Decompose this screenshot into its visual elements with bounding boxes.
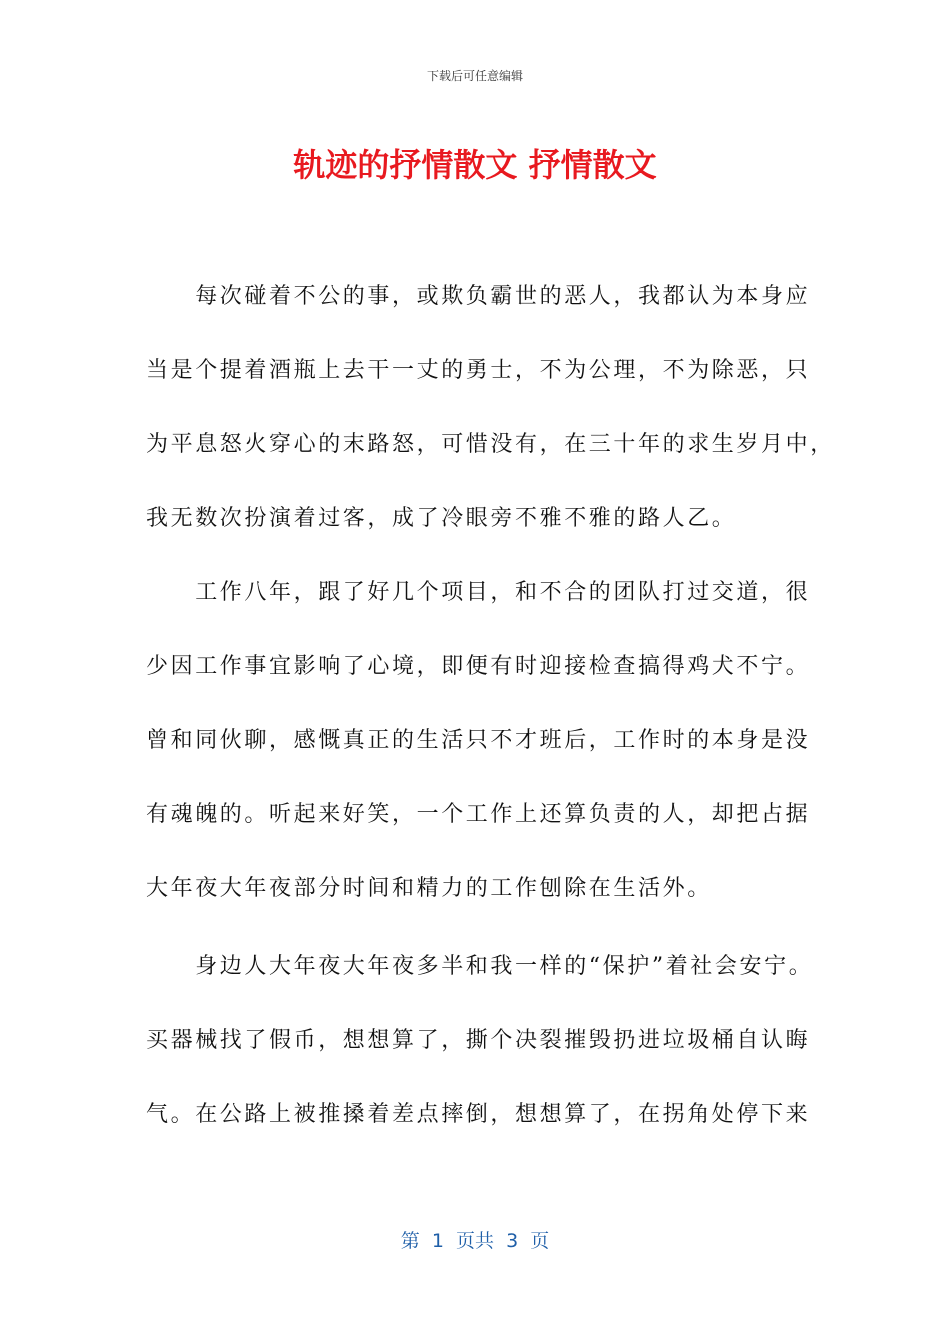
body-line: 气。在公路上被推搡着差点摔倒，想想算了，在拐角处停下来 bbox=[146, 1102, 811, 1127]
body-line: 当是个提着酒瓶上去干一丈的勇士，不为公理，不为除恶，只 bbox=[146, 358, 811, 383]
body-line: 每次碰着不公的事，或欺负霸世的恶人，我都认为本身应 bbox=[146, 284, 811, 309]
page-number-footer: 第 1 页共 3 页 bbox=[400, 1230, 550, 1252]
body-line: 工作八年，跟了好几个项目，和不合的团队打过交道，很 bbox=[146, 580, 811, 605]
document-title: 轨迹的抒情散文 抒情散文 bbox=[293, 146, 657, 184]
body-line: 有魂魄的。听起来好笑，一个工作上还算负责的人，却把占据 bbox=[146, 802, 811, 827]
body-line: 身边人大年夜大年夜多半和我一样的“保护”着社会安宁。 bbox=[146, 954, 814, 979]
body-line: 曾和同伙聊，感慨真正的生活只不才班后，工作时的本身是没 bbox=[146, 728, 811, 753]
body-line: 少因工作事宜影响了心境，即便有时迎接检查搞得鸡犬不宁。 bbox=[146, 654, 811, 679]
body-line: 为平息怒火穿心的末路怒，可惜没有，在三十年的求生岁月中， bbox=[146, 432, 835, 457]
body-line: 大年夜大年夜部分时间和精力的工作刨除在生活外。 bbox=[146, 876, 712, 901]
body-line: 买器械找了假币，想想算了，撕个决裂摧毁扔进垃圾桶自认晦 bbox=[146, 1028, 811, 1053]
header-note: 下载后可任意编辑 bbox=[426, 69, 523, 83]
body-line: 我无数次扮演着过客，成了冷眼旁不雅不雅的路人乙。 bbox=[146, 506, 737, 531]
